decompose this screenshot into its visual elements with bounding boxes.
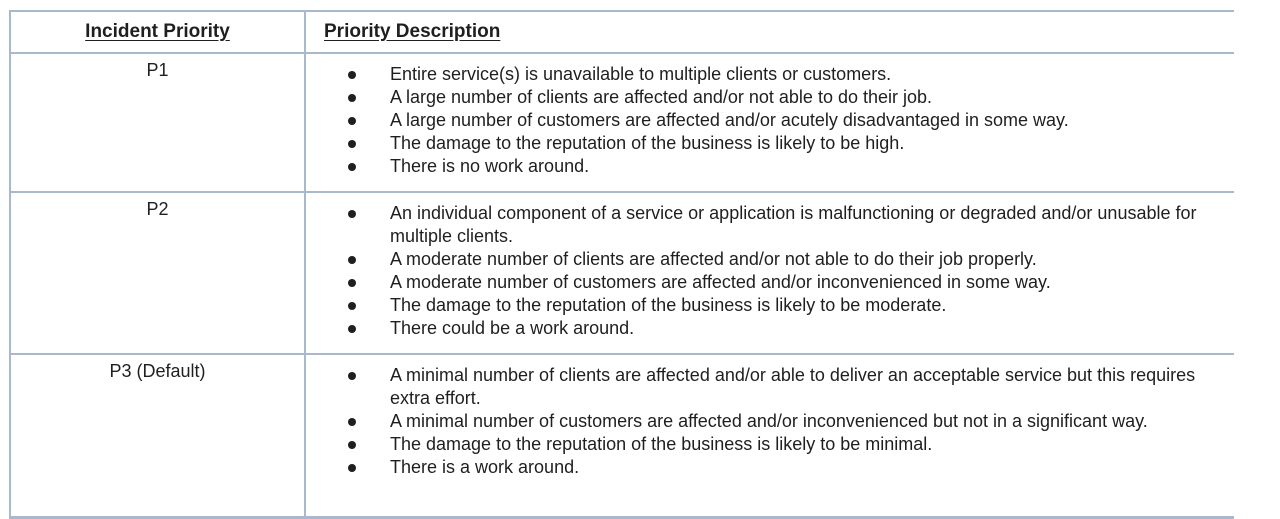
list-item-text: The damage to the reputation of the business is likely to be high. bbox=[390, 133, 905, 153]
bullet-icon bbox=[348, 71, 356, 79]
list-item-text: There could be a work around. bbox=[390, 318, 635, 338]
list-item bbox=[306, 271, 1214, 294]
list-item bbox=[306, 132, 1214, 155]
list-item bbox=[306, 410, 1214, 433]
bullet-icon bbox=[348, 140, 356, 148]
list-item-text: A moderate number of customers are affected and/or inconvenienced in some way. bbox=[390, 272, 1051, 292]
table-header-row bbox=[10, 11, 1234, 53]
bullet-icon bbox=[348, 418, 356, 426]
header-incident-priority: Incident Priority bbox=[10, 11, 305, 53]
list-item bbox=[306, 202, 1214, 248]
priority-cell: P1 bbox=[10, 53, 305, 192]
list-item bbox=[306, 364, 1214, 410]
priority-cell: P2 bbox=[10, 192, 305, 354]
bullet-icon bbox=[348, 117, 356, 125]
priority-table-container bbox=[9, 10, 1234, 519]
list-item bbox=[306, 63, 1214, 86]
list-item-text: The damage to the reputation of the business is likely to be moderate. bbox=[390, 295, 947, 315]
list-item-text: A moderate number of clients are affected and/or not able to do their job properly. bbox=[390, 249, 1037, 269]
bullet-icon bbox=[348, 279, 356, 287]
description-list bbox=[306, 202, 1234, 340]
list-item bbox=[306, 86, 1214, 109]
description-cell bbox=[305, 192, 1234, 354]
description-list bbox=[306, 364, 1234, 479]
bullet-icon bbox=[348, 302, 356, 310]
list-item bbox=[306, 294, 1214, 317]
list-item bbox=[306, 109, 1214, 132]
bullet-icon bbox=[348, 94, 356, 102]
description-list bbox=[306, 63, 1234, 178]
bullet-icon bbox=[348, 464, 356, 472]
priority-cell: P3 (Default) bbox=[10, 354, 305, 518]
list-item-text: Entire service(s) is unavailable to multiple clients or customers. bbox=[390, 64, 892, 84]
table-row bbox=[10, 53, 1234, 192]
list-item-text: A minimal number of clients are affected and/or able to deliver an acceptable service but this requires extra effort. bbox=[390, 365, 1196, 408]
table-row bbox=[10, 192, 1234, 354]
list-item-text: A minimal number of customers are affected and/or inconvenienced but not in a significant way. bbox=[390, 411, 1148, 431]
list-item-text: There is no work around. bbox=[390, 156, 590, 176]
bullet-icon bbox=[348, 256, 356, 264]
header-priority-description: Priority Description bbox=[305, 11, 1234, 53]
list-item bbox=[306, 155, 1214, 178]
list-item bbox=[306, 456, 1214, 479]
list-item-text: The damage to the reputation of the business is likely to be minimal. bbox=[390, 434, 933, 454]
list-item-text: An individual component of a service or application is malfunctioning or degraded and/or unusable for multiple clients. bbox=[390, 203, 1197, 246]
bullet-icon bbox=[348, 325, 356, 333]
incident-priority-table bbox=[9, 10, 1234, 519]
list-item-text: A large number of clients are affected and/or not able to do their job. bbox=[390, 87, 933, 107]
list-item bbox=[306, 248, 1214, 271]
list-item bbox=[306, 433, 1214, 456]
list-item-text: There is a work around. bbox=[390, 457, 580, 477]
bullet-icon bbox=[348, 372, 356, 380]
description-cell bbox=[305, 53, 1234, 192]
bullet-icon bbox=[348, 441, 356, 449]
bullet-icon bbox=[348, 210, 356, 218]
bullet-icon bbox=[348, 163, 356, 171]
list-item bbox=[306, 317, 1214, 340]
list-item-text: A large number of customers are affected and/or acutely disadvantaged in some way. bbox=[390, 110, 1069, 130]
